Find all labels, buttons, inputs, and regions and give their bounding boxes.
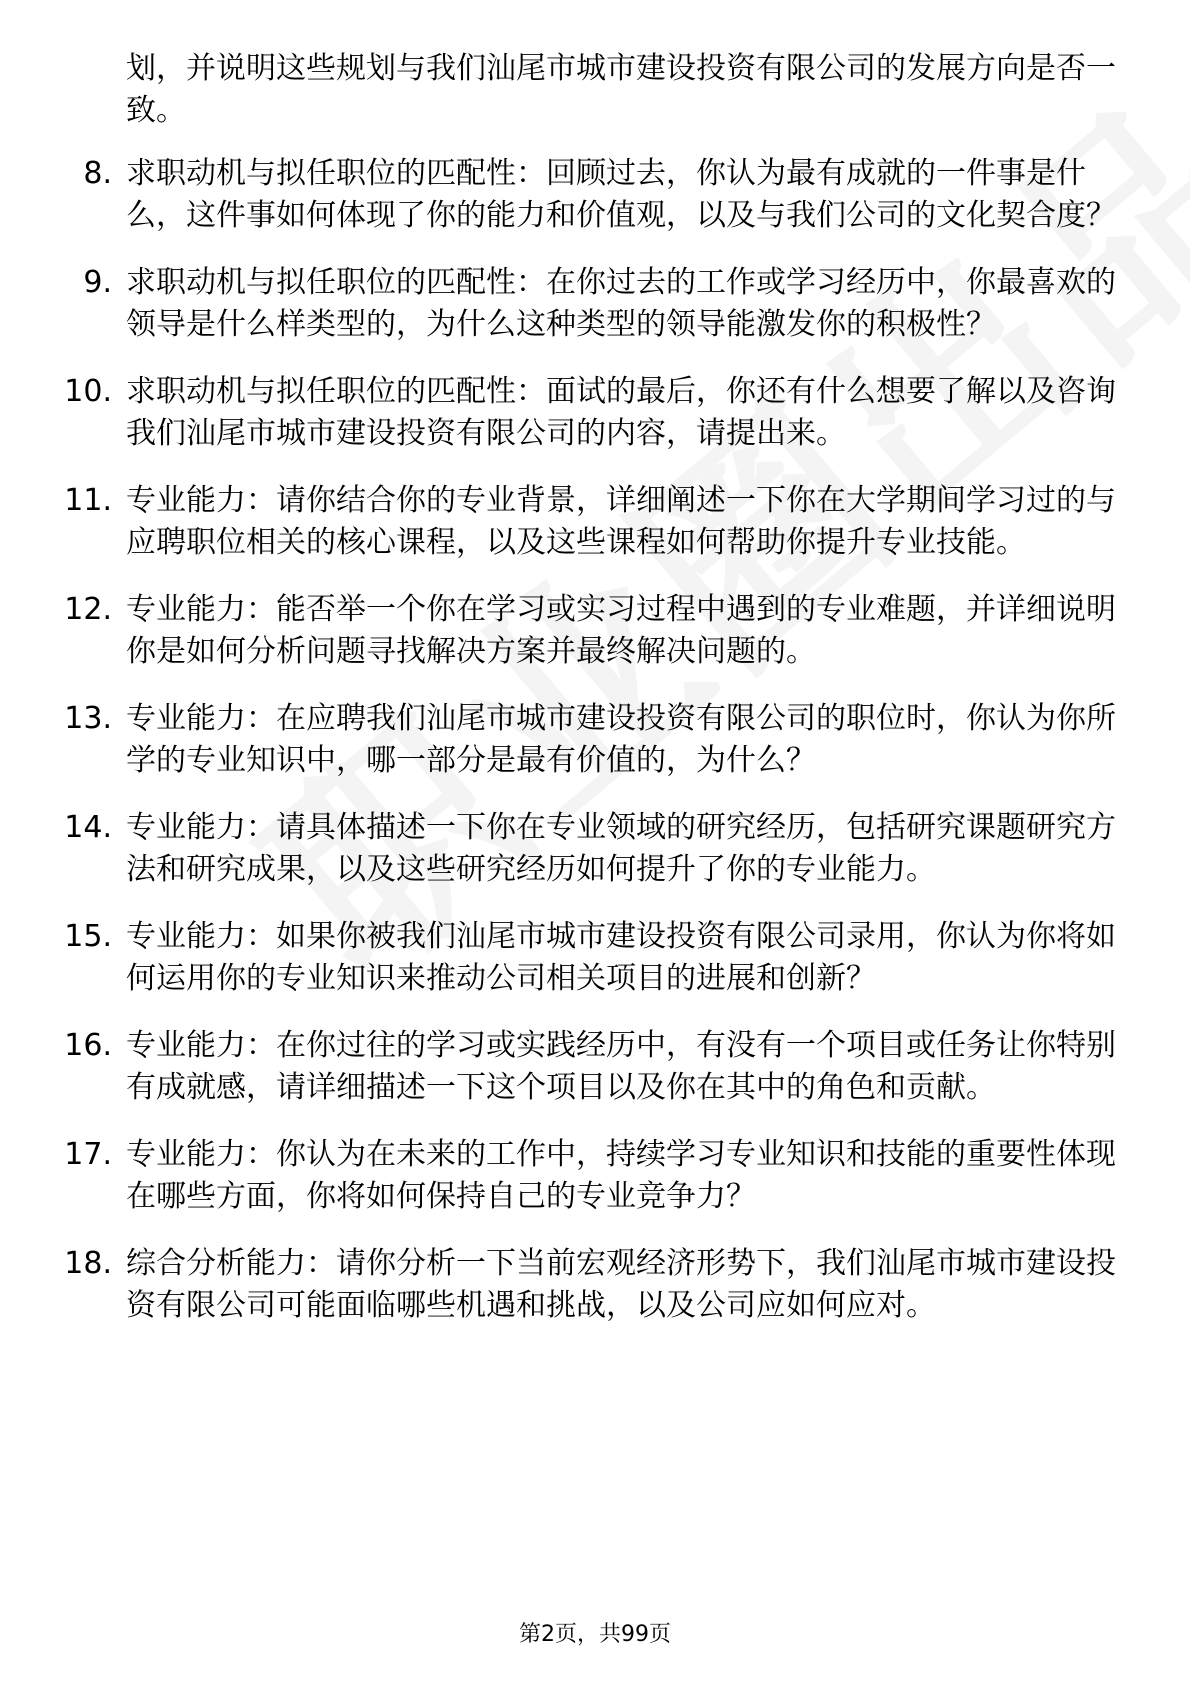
question-number: 11. xyxy=(64,483,112,518)
question-text: 综合分析能力：请你分析一下当前宏观经济形势下，我们汕尾市城市建设投资有限公司可能面临哪些机遇和挑战，以及公司应如何应对。 xyxy=(126,1246,1116,1323)
question-number: 12. xyxy=(64,592,112,627)
continuation-text: 划，并说明这些规划与我们汕尾市城市建设投资有限公司的发展方向是否一致。 xyxy=(126,51,1116,128)
question-item xyxy=(0,153,1190,237)
question-text: 专业能力：请你结合你的专业背景，详细阐述一下你在大学期间学习过的与应聘职位相关的核心课程，以及这些课程如何帮助你提升专业技能。 xyxy=(126,483,1116,560)
question-item xyxy=(0,262,1190,346)
page-footer: 第2页，共99页 xyxy=(519,1622,671,1647)
question-number: 9. xyxy=(83,265,112,300)
question-text: 求职动机与拟任职位的匹配性：在你过去的工作或学习经历中，你最喜欢的领导是什么样类型的，为什么这种类型的领导能激发你的积极性？ xyxy=(126,265,1116,342)
question-number: 8. xyxy=(83,156,112,191)
question-item xyxy=(0,1134,1190,1218)
question-text: 求职动机与拟任职位的匹配性：面试的最后，你还有什么想要了解以及咨询我们汕尾市城市建设投资有限公司的内容，请提出来。 xyxy=(126,374,1116,451)
question-number: 15. xyxy=(64,919,112,954)
question-item xyxy=(0,589,1190,673)
question-text: 求职动机与拟任职位的匹配性：回顾过去，你认为最有成就的一件事是什么，这件事如何体现了你的能力和价值观，以及与我们公司的文化契合度？ xyxy=(126,156,1116,233)
question-text: 专业能力：在应聘我们汕尾市城市建设投资有限公司的职位时，你认为你所学的专业知识中，哪一部分是最有价值的，为什么？ xyxy=(126,701,1116,778)
question-item xyxy=(0,807,1190,891)
question-text: 专业能力：能否举一个你在学习或实习过程中遇到的专业难题，并详细说明你是如何分析问题寻找解决方案并最终解决问题的。 xyxy=(126,592,1116,669)
question-number: 10. xyxy=(64,374,112,409)
question-item xyxy=(0,916,1190,1000)
question-number: 16. xyxy=(64,1028,112,1063)
question-item xyxy=(0,698,1190,782)
question-text: 专业能力：请具体描述一下你在专业领域的研究经历，包括研究课题研究方法和研究成果，以及这些研究经历如何提升了你的专业能力。 xyxy=(126,810,1116,887)
question-number: 17. xyxy=(64,1137,112,1172)
question-number: 14. xyxy=(64,810,112,845)
question-item xyxy=(0,1025,1190,1109)
question-text: 专业能力：如果你被我们汕尾市城市建设投资有限公司录用，你认为你将如何运用你的专业知识来推动公司相关项目的进展和创新？ xyxy=(126,919,1116,996)
question-number: 13. xyxy=(64,701,112,736)
question-item xyxy=(0,371,1190,455)
question-text: 专业能力：你认为在未来的工作中，持续学习专业知识和技能的重要性体现在哪些方面，你将如何保持自己的专业竞争力？ xyxy=(126,1137,1116,1214)
question-number: 18. xyxy=(64,1246,112,1281)
question-list xyxy=(0,153,1190,1352)
question-text: 专业能力：在你过往的学习或实践经历中，有没有一个项目或任务让你特别有成就感，请详细描述一下这个项目以及你在其中的角色和贡献。 xyxy=(126,1028,1116,1105)
question-item xyxy=(0,480,1190,564)
question-item xyxy=(0,1243,1190,1327)
